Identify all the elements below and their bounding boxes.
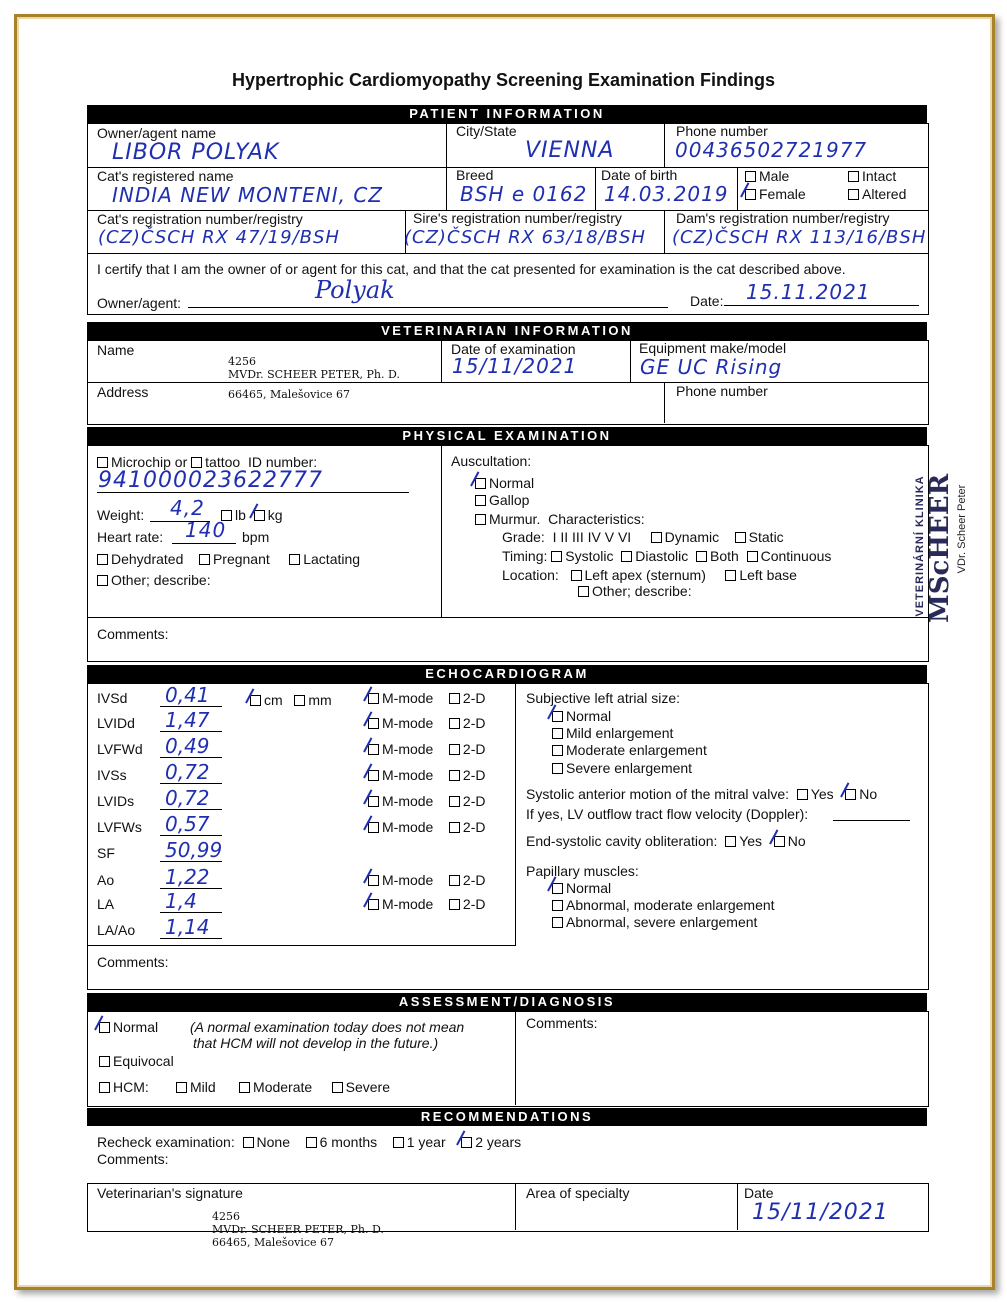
twod-checkbox[interactable] (449, 899, 460, 910)
hcm-row: HCM: Mild Moderate Severe (99, 1079, 390, 1095)
echo-row-label: Ao (97, 872, 115, 888)
pap-normal[interactable]: Normal (552, 880, 611, 896)
assessment-comments-label: Comments: (526, 1015, 598, 1031)
cat-name-label: Cat's registered name (97, 168, 234, 184)
static-checkbox[interactable] (735, 532, 746, 543)
echo-row-mode: M-mode 2-D (368, 872, 485, 888)
assessment-note-2: that HCM will not develop in the future.) (193, 1035, 439, 1051)
la-severe[interactable]: Severe enlargement (552, 760, 692, 776)
mmode-checkbox[interactable] (368, 770, 379, 781)
continuous-checkbox[interactable] (747, 551, 758, 562)
echo-row-value[interactable]: 0,72 (165, 786, 210, 810)
echo-section-header: ECHOCARDIOGRAM (87, 665, 927, 683)
exam-date-value[interactable]: 15/11/2021 (452, 354, 578, 378)
echo-row-value[interactable]: 1,14 (165, 915, 210, 939)
auscultation-normal-checkbox[interactable] (475, 478, 486, 489)
address-label: Address (97, 384, 149, 400)
vet-address-stamp: 66465, Malešovice 67 (228, 388, 350, 401)
twod-checkbox[interactable] (449, 875, 460, 886)
breed-value[interactable]: BSH e 0162 (460, 182, 588, 206)
la-mild-checkbox[interactable] (552, 728, 563, 739)
obliteration-row: End-systolic cavity obliteration: Yes No (526, 833, 806, 849)
breed-label: Breed (456, 167, 494, 183)
phone-value[interactable]: 00436502721977 (675, 138, 868, 162)
echo-row-label: SF (97, 845, 115, 861)
echo-row-value[interactable]: 1,4 (165, 889, 197, 913)
if-yes-label: If yes, LV outflow tract flow velocity (Doppler): (526, 806, 809, 822)
sire-reg-value[interactable]: (CZ)ČSCH RX 63/18/BSH (404, 227, 646, 248)
patient-section-header: PATIENT INFORMATION (87, 105, 927, 123)
echo-row-value[interactable]: 0,57 (165, 812, 210, 836)
assessment-normal[interactable]: Normal (99, 1019, 158, 1035)
owner-name-value[interactable]: LIBOR POLYAK (112, 140, 280, 165)
cm-checkbox[interactable] (250, 695, 261, 706)
mmode-checkbox[interactable] (368, 693, 379, 704)
la-severe-checkbox[interactable] (552, 763, 563, 774)
echo-row-value[interactable]: 1,47 (165, 708, 210, 732)
recheck-none-checkbox[interactable] (243, 1137, 254, 1148)
tattoo-checkbox[interactable] (191, 457, 202, 468)
female-checkbox[interactable] (745, 189, 756, 200)
physical-comments-label: Comments: (97, 626, 169, 642)
twod-checkbox[interactable] (449, 770, 460, 781)
clinic-stamp: VETERINÁRNÍ KLINIKA (914, 475, 926, 617)
echo-row-label: LVFWd (97, 741, 143, 757)
murmur-checkbox[interactable] (475, 514, 486, 525)
sam-no-checkbox[interactable] (845, 789, 856, 800)
la-normal[interactable]: Normal (552, 708, 611, 724)
moderate-checkbox[interactable] (239, 1082, 250, 1093)
vet-section-header: VETERINARIAN INFORMATION (87, 322, 927, 340)
altered-checkbox[interactable] (848, 189, 859, 200)
phone-label: Phone number (676, 123, 768, 139)
cat-name-value[interactable]: INDIA NEW MONTENI, CZ (112, 183, 383, 207)
lactating-checkbox[interactable] (289, 554, 300, 565)
dam-reg-label: Dam's registration number/registry (676, 210, 890, 226)
clinic-stamp-name: MScHEER (925, 473, 955, 623)
footer-date-label: Date (744, 1185, 774, 1201)
certify-text: I certify that I am the owner of or agent for this cat, and that the cat presented for examination is the cat described above. (97, 261, 846, 277)
mmode-checkbox[interactable] (368, 796, 379, 807)
twod-checkbox[interactable] (449, 796, 460, 807)
la-moderate[interactable]: Moderate enlargement (552, 742, 707, 758)
city-label: City/State (456, 123, 517, 139)
owner-agent-label: Owner/agent: (97, 295, 182, 311)
mild-checkbox[interactable] (176, 1082, 187, 1093)
kg-checkbox[interactable] (254, 510, 265, 521)
signature-label: Veterinarian's signature (97, 1185, 243, 1201)
recommendations-comments-label: Comments: (97, 1151, 169, 1167)
weight-label: Weight: (97, 507, 145, 523)
auscultation-gallop[interactable]: Gallop (475, 492, 529, 508)
equipment-value[interactable]: GE UC Rising (640, 355, 783, 379)
location-other: Other; describe: (578, 583, 692, 599)
recheck-2yr-checkbox[interactable] (461, 1137, 472, 1148)
la-moderate-checkbox[interactable] (552, 745, 563, 756)
twod-checkbox[interactable] (449, 693, 460, 704)
pregnant-checkbox[interactable] (199, 554, 210, 565)
echo-row-label: LVFWs (97, 819, 142, 835)
timing-row: Timing: Systolic Diastolic Both Continuous (502, 548, 832, 564)
owner-date-value[interactable]: 15.11.2021 (746, 280, 871, 304)
la-size-label: Subjective left atrial size: (526, 690, 681, 706)
diastolic-checkbox[interactable] (621, 551, 632, 562)
assessment-note-1: (A normal examination today does not mean (190, 1019, 465, 1035)
echo-row-label: IVSd (97, 690, 128, 706)
unit-row: cm mm (250, 692, 332, 708)
recheck-row: Recheck examination: None 6 months 1 year 2 years (97, 1134, 522, 1150)
echo-row-value[interactable]: 50,99 (165, 838, 223, 862)
auscultation-label: Auscultation: (451, 453, 532, 469)
recommendations-section-header: RECOMMENDATIONS (87, 1108, 927, 1126)
cat-reg-value[interactable]: (CZ)ČSCH RX 47/19/BSH (98, 227, 340, 248)
vet-name-label: Name (97, 342, 135, 358)
echo-row-label: LVIDs (97, 793, 135, 809)
severe-checkbox[interactable] (332, 1082, 343, 1093)
pap-normal-checkbox[interactable] (552, 883, 563, 894)
dynamic-checkbox[interactable] (651, 532, 662, 543)
left-apex-checkbox[interactable] (571, 570, 582, 581)
other-checkbox[interactable] (97, 575, 108, 586)
twod-checkbox[interactable] (449, 822, 460, 833)
assessment-normal-checkbox[interactable] (99, 1022, 110, 1033)
bpm-label: bpm (242, 529, 270, 545)
echo-row-mode: M-mode 2-D (368, 690, 485, 706)
physical-section-header: PHYSICAL EXAMINATION (87, 427, 927, 445)
systolic-checkbox[interactable] (551, 551, 562, 562)
echo-row-label: IVSs (97, 767, 127, 783)
echo-comments-label: Comments: (97, 954, 169, 970)
echo-row-mode: M-mode 2-D (368, 767, 485, 783)
owner-signature[interactable]: Polyak (315, 276, 395, 304)
left-base-checkbox[interactable] (725, 570, 736, 581)
date-label: Date: (690, 293, 724, 309)
hcm-checkbox[interactable] (99, 1082, 110, 1093)
equipment-label: Equipment make/model (639, 340, 787, 356)
obliteration-no-checkbox[interactable] (774, 836, 785, 847)
pap-moderate[interactable]: Abnormal, moderate enlargement (552, 897, 775, 913)
echo-row-mode: M-mode 2-D (368, 896, 485, 912)
mmode-checkbox[interactable] (368, 822, 379, 833)
echo-row-value[interactable]: 0,41 (165, 683, 210, 707)
obliteration-yes-checkbox[interactable] (725, 836, 736, 847)
pap-moderate-checkbox[interactable] (552, 900, 563, 911)
intact-checkbox[interactable] (848, 171, 859, 182)
weight-value[interactable]: 4,2 (170, 496, 205, 520)
echo-row-mode: M-mode 2-D (368, 793, 485, 809)
assessment-equivocal[interactable]: Equivocal (99, 1053, 174, 1069)
other-row: Other; describe: (97, 572, 211, 588)
papillary-label: Papillary muscles: (526, 863, 639, 879)
sam-yes-checkbox[interactable] (797, 789, 808, 800)
microchip-row: Microchip or tattoo ID number: (97, 454, 317, 470)
clinic-stamp-sub: VDr. Scheer Peter (956, 484, 968, 574)
location-other-checkbox[interactable] (578, 586, 589, 597)
form-title: Hypertrophic Cardiomyopathy Screening Examination Findings (231, 70, 776, 90)
condition-row: Dehydrated Pregnant Lactating (97, 551, 360, 567)
echo-row-mode: M-mode 2-D (368, 715, 485, 731)
vet-phone-label: Phone number (676, 383, 768, 399)
equivocal-checkbox[interactable] (99, 1056, 110, 1067)
hr-value[interactable]: 140 (185, 518, 227, 542)
echo-row-label: LA/Ao (97, 922, 136, 938)
twod-checkbox[interactable] (449, 718, 460, 729)
echo-row-value[interactable]: 0,72 (165, 760, 210, 784)
location-row: Location: Left apex (sternum) Left base (502, 567, 797, 583)
auscultation-normal[interactable]: Normal (475, 475, 534, 491)
status-altered[interactable]: Altered (848, 186, 906, 202)
la-normal-checkbox[interactable] (552, 711, 563, 722)
status-intact[interactable]: Intact (848, 168, 896, 184)
sex-male[interactable]: Male (745, 168, 789, 184)
echo-row-label: LA (97, 896, 115, 912)
mmode-checkbox[interactable] (368, 718, 379, 729)
pap-severe-checkbox[interactable] (552, 917, 563, 928)
mmode-checkbox[interactable] (368, 899, 379, 910)
echo-row-value[interactable]: 0,49 (165, 734, 210, 758)
signature-stamp: 4256 MVDr. SCHEER PETER, Ph. D. 66465, Malešovice 67 (212, 1210, 384, 1249)
auscultation-murmur[interactable]: Murmur. Characteristics: (475, 511, 645, 527)
echo-row-mode: M-mode 2-D (368, 741, 485, 757)
owner-name-label: Owner/agent name (97, 125, 217, 141)
recheck-6mo-checkbox[interactable] (306, 1137, 317, 1148)
dob-value[interactable]: 14.03.2019 (604, 182, 729, 206)
cat-reg-label: Cat's registration number/registry (97, 211, 303, 227)
weight-unit: lb kg (221, 507, 282, 523)
mmode-checkbox[interactable] (368, 744, 379, 755)
assessment-section-header: ASSESSMENT/DIAGNOSIS (87, 993, 927, 1011)
specialty-label: Area of specialty (526, 1185, 630, 1201)
footer-date-value[interactable]: 15/11/2021 (752, 1200, 889, 1225)
male-checkbox[interactable] (745, 171, 756, 182)
dehydrated-checkbox[interactable] (97, 554, 108, 565)
mm-checkbox[interactable] (294, 695, 305, 706)
dam-reg-value[interactable]: (CZ)ČSCH RX 113/16/BSH (672, 227, 927, 248)
gallop-checkbox[interactable] (475, 495, 486, 506)
dob-label: Date of birth (601, 167, 678, 183)
vet-stamp: 4256 MVDr. SCHEER PETER, Ph. D. (228, 355, 400, 381)
hr-label: Heart rate: (97, 529, 164, 545)
echo-row-mode: M-mode 2-D (368, 819, 485, 835)
exam-date-label: Date of examination (451, 341, 576, 357)
sam-row: Systolic anterior motion of the mitral valve: Yes No (526, 786, 878, 802)
la-mild[interactable]: Mild enlargement (552, 725, 673, 741)
sire-reg-label: Sire's registration number/registry (413, 210, 622, 226)
grade-row: Grade: I II III IV V VI Dynamic Static (502, 529, 784, 545)
echo-row-label: LVIDd (97, 715, 135, 731)
pap-severe[interactable]: Abnormal, severe enlargement (552, 914, 757, 930)
id-number-value[interactable]: 941000023622777 (98, 468, 323, 493)
microchip-checkbox[interactable] (97, 457, 108, 468)
mmode-checkbox[interactable] (368, 875, 379, 886)
city-value[interactable]: VIENNA (525, 138, 615, 163)
recheck-1yr-checkbox[interactable] (393, 1137, 404, 1148)
both-checkbox[interactable] (696, 551, 707, 562)
sex-female[interactable]: Female (745, 186, 806, 202)
echo-row-value[interactable]: 1,22 (165, 865, 210, 889)
twod-checkbox[interactable] (449, 744, 460, 755)
